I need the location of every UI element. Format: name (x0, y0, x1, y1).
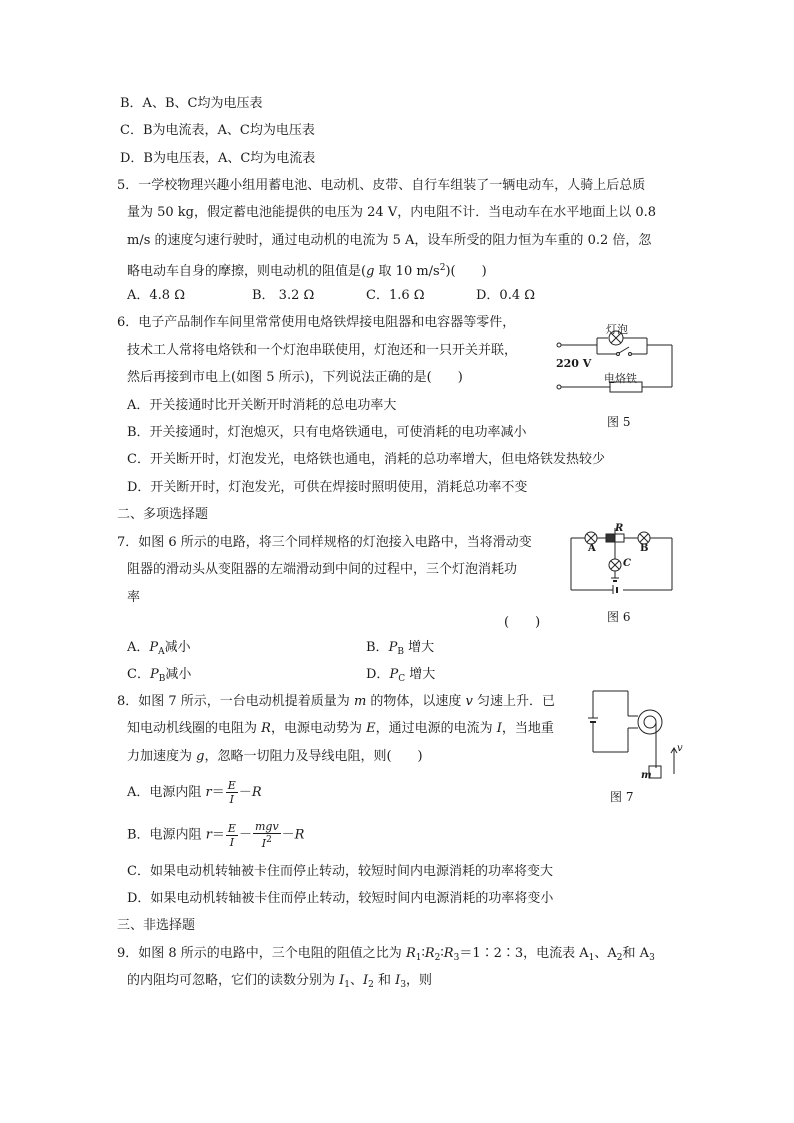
numerator: mgv (254, 820, 279, 833)
var-p: P (388, 640, 398, 655)
subscript: 2 (616, 953, 623, 963)
var-r1: R (405, 946, 416, 961)
q5-line-4-end: )( ) (445, 264, 487, 279)
fig5-voltage-label: 220 V (556, 357, 592, 370)
var-i3: I (395, 973, 401, 988)
q8-option-a (127, 779, 262, 807)
text: 、A (594, 946, 617, 961)
q8-line-3 (127, 749, 423, 765)
q5-line-3: m/s 的速度匀速行驶时，通过电动机的电流为 5 A，设车所受的阻力恒为车重的 0.2 倍，忽 (127, 233, 652, 248)
equals: ＝ (211, 827, 225, 843)
text: ＝1∶2∶3，电流表 A (459, 946, 589, 961)
subscript: A (158, 647, 165, 657)
opt-label: A．电源内阻 (127, 785, 206, 800)
opt-text: 增大 (405, 667, 436, 682)
figure-6-circuit (566, 526, 678, 594)
text: 的内阻均可忽略，它们的读数分别为 (127, 973, 340, 988)
section-3-heading: 三、非选择题 (117, 918, 196, 933)
q5-line-2: 量为 50 kg，假定蓄电池能提供的电压为 24 V，内电阻不计．当电动车在水平地面上以 0.8 (127, 205, 657, 220)
q7-option-a (127, 640, 191, 660)
colon: ∶ (440, 946, 444, 961)
text: 力加速度为 (127, 749, 197, 764)
numerator: E (227, 779, 236, 792)
var-m: m (353, 694, 367, 709)
q6-option-d: D．开关断开时，灯泡发光，可供在焊接时照明使用，消耗总功率不变 (127, 480, 528, 495)
fig7-m-label: m (641, 770, 652, 781)
q7-option-d (366, 667, 435, 687)
q6-line-2: 技术工人常将电烙铁和一个灯泡串联使用，灯泡还和一只开关并联， (127, 343, 518, 358)
fig7-v-label: v (677, 743, 683, 754)
var-p: P (149, 667, 159, 682)
subscript: 1 (588, 953, 595, 963)
q8-option-d: D．如果电动机转轴被卡住而停止转动，较短时间内电源消耗的功率将变小 (127, 891, 554, 906)
fig5-lamp-label: 灯泡 (606, 323, 628, 336)
q8-option-c: C．如果电动机转轴被卡住而停止转动，较短时间内电源消耗的功率将变大 (127, 864, 553, 879)
figure-7-motor (588, 688, 688, 784)
var-r-internal: r (205, 827, 212, 843)
section-2-heading: 二、多项选择题 (117, 507, 209, 522)
text: ，当地重 (501, 721, 554, 736)
text: ，则 (406, 973, 433, 988)
q5-line-1: 5．一学校物理兴趣小组用蓄电池、电动机、皮带、自行车组装了一辆电动车，人骑上后总质 (117, 178, 646, 193)
text: 匀速上升．已 (472, 694, 556, 709)
subscript: C (398, 674, 406, 684)
motor-symbol (638, 710, 662, 734)
var-v: v (465, 694, 473, 709)
text: ，通过电源的电流为 (375, 721, 497, 736)
q7-line-1: 7．如图 6 所示的电路，将三个同样规格的灯泡接入电路中，当将滑动变 (117, 535, 532, 550)
opt-label: B．电源内阻 (127, 827, 206, 843)
opt-label: C． (127, 667, 150, 682)
opt-label: D． (366, 667, 390, 682)
text: 的物体，以速度 (366, 694, 466, 709)
q5-line-4-unit: 取 10 m/s (374, 264, 440, 279)
equals: ＝ (211, 785, 225, 800)
subscript: B (397, 647, 404, 657)
q6-line-1: 6．电子产品制作车间里常常使用电烙铁焊接电阻器和电容器等零件， (117, 315, 516, 330)
q6-option-c: C．开关断开时，灯泡发光，电烙铁也通电，消耗的总功率增大，但电烙铁发热较少 (127, 452, 605, 467)
q8-option-b (127, 820, 304, 850)
q6-line-3: 然后再接到市电上(如图 5 所示)，下列说法正确的是( ) (127, 370, 463, 385)
fig6-a-label: A (588, 543, 596, 554)
q7-option-c (127, 667, 191, 687)
var-r2: R (424, 946, 435, 961)
q9-line-2 (127, 973, 432, 993)
text: ，忽略一切阻力及导线电阻，则( ) (204, 749, 423, 764)
exponent: 2 (266, 835, 272, 845)
subscript: 3 (453, 953, 460, 963)
fig6-caption: 图 6 (607, 610, 631, 624)
var-e: E (366, 721, 376, 736)
fraction-e-over-i (226, 822, 238, 849)
denominator (253, 834, 281, 850)
var-r: R (294, 827, 305, 843)
fraction-e-over-i (226, 779, 238, 806)
var-i1: I (339, 973, 345, 988)
numerator: E (227, 821, 236, 835)
fig6-b-label: B (640, 543, 649, 554)
subscript: 1 (415, 953, 422, 963)
text: ，电源电动势为 (270, 721, 367, 736)
denominator: I (229, 835, 235, 849)
q7-line-3: 率 (127, 590, 141, 605)
opt-text: 减小 (164, 640, 191, 655)
q5-option-d: D．0.4 Ω (476, 288, 536, 303)
q7-line-2: 阻器的滑动头从变阻器的左端滑动到中间的过程中，三个灯泡消耗功 (127, 562, 518, 577)
minus: － (238, 785, 252, 800)
opt-label: A． (127, 640, 150, 655)
var-r-internal: r (205, 785, 212, 800)
text: 知电动机线圈的电阻为 (127, 721, 262, 736)
opt-text: 减小 (165, 667, 192, 682)
text: 8．如图 7 所示，一台电动机提着质量为 (117, 694, 354, 709)
var-r3: R (443, 946, 454, 961)
q4-option-d: D．B为电压表，A、C均为电流表 (120, 151, 316, 166)
q7-answer-paren: ( ) (504, 615, 541, 630)
subscript: B (158, 674, 166, 684)
opt-text: 增大 (403, 640, 435, 655)
q4-option-b: B．A、B、C均为电压表 (120, 96, 263, 111)
q5-option-a: A．4.8 Ω (127, 288, 185, 303)
text: 和 A (622, 946, 650, 961)
var-i: I (496, 721, 502, 736)
q7-option-b (366, 640, 434, 660)
text: 9．如图 8 所示的电路中，三个电阻的阻值之比为 (117, 946, 406, 961)
colon: ∶ (421, 946, 425, 961)
var-r: R (251, 785, 262, 800)
fraction-mgv-over-i2 (253, 820, 281, 850)
text: 和 (373, 973, 396, 988)
var-i2: I (363, 973, 369, 988)
q6-option-a: A．开关接通时比开关断开时消耗的总电功率大 (127, 398, 397, 413)
opt-label: B． (366, 640, 389, 655)
q9-line-1 (117, 946, 655, 966)
q4-option-c: C．B为电流表，A、C均为电压表 (120, 123, 315, 138)
var-i: I (261, 837, 267, 850)
q8-line-1 (117, 694, 555, 710)
fig6-r-label: R (615, 523, 624, 534)
q5-option-c: C．1.6 Ω (366, 288, 425, 303)
var-g: g (366, 264, 375, 279)
q5-line-4-text: 略电动车自身的摩擦，则电动机的阻值是( (127, 264, 367, 279)
text: 、 (350, 973, 364, 988)
subscript: 1 (344, 980, 351, 990)
q6-option-b: B．开关接通时，灯泡熄灭，只有电烙铁通电，可使消耗的电功率减小 (127, 425, 527, 440)
var-p: P (149, 640, 159, 655)
q8-line-2 (127, 721, 554, 737)
denominator: I (229, 793, 234, 806)
q5-option-b: B． 3.2 Ω (252, 288, 315, 303)
subscript: 3 (649, 953, 655, 963)
var-g: g (196, 749, 205, 764)
var-r: R (261, 721, 271, 736)
var-p: P (389, 667, 399, 682)
subscript: 3 (400, 980, 407, 990)
minus: － (281, 827, 295, 843)
q5-line-4 (127, 260, 487, 280)
subscript: 2 (434, 953, 441, 963)
exponent: 2 (439, 263, 446, 273)
subscript: 2 (368, 980, 374, 990)
fig7-caption: 图 7 (610, 790, 634, 804)
minus: － (238, 827, 252, 843)
fig5-iron-label: 电烙铁 (604, 372, 637, 385)
fig5-caption: 图 5 (607, 415, 631, 429)
fig6-c-label: C (623, 558, 631, 569)
